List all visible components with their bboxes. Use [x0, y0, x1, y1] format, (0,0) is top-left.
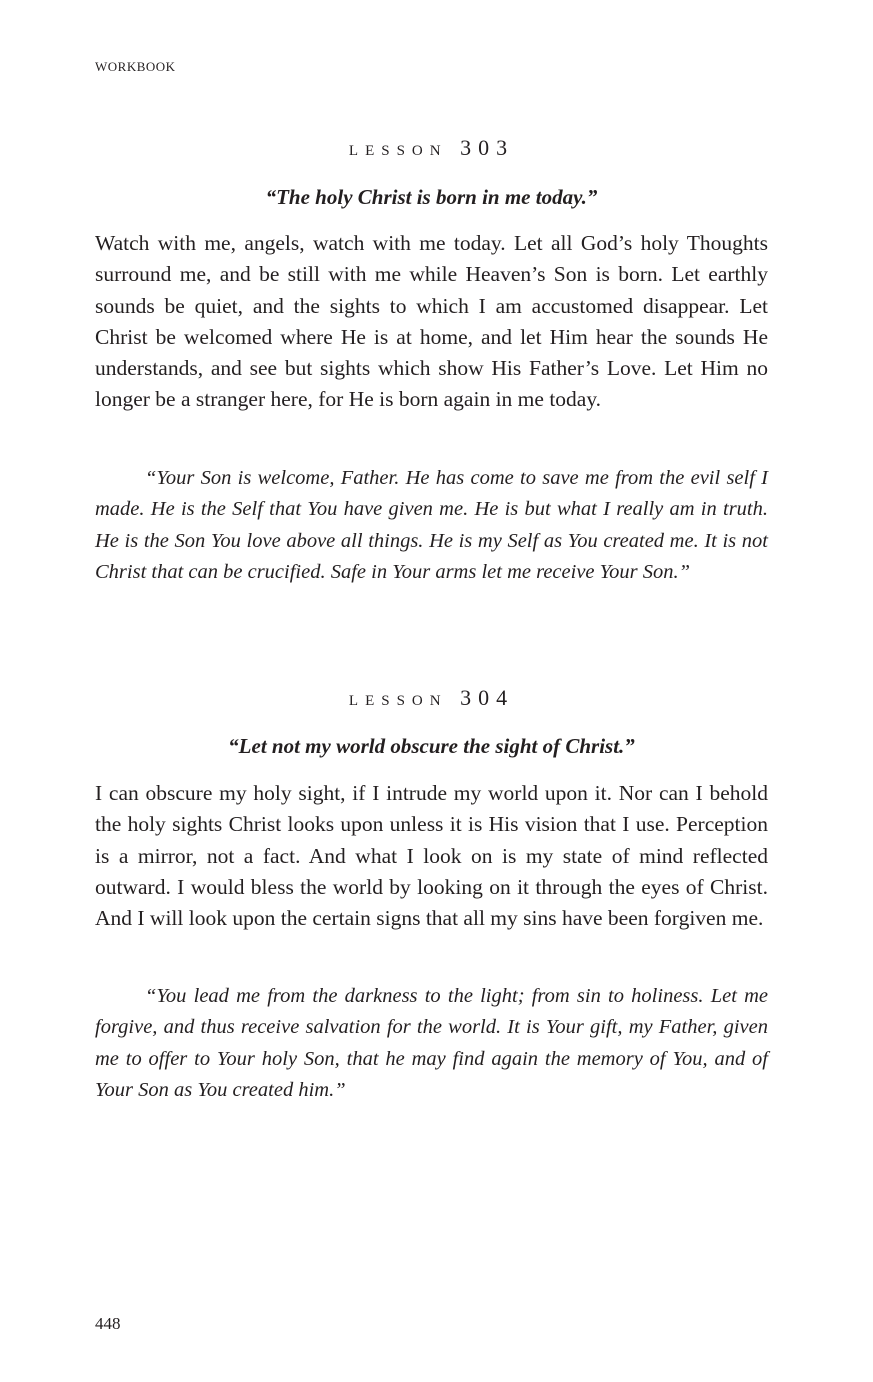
lesson-303-body: Watch with me, angels, watch with me today. Let all God’s holy Thoughts surround me, and be still with me while Heaven’s Son is born. Let earthly sounds be quiet, and the sights to which I am accustomed disappear. Let Christ be welcomed where He is at home, and let Him hear the sounds He understands, and see but sights which show His Father’s Love. Let Him no longer be a stranger here, for He is born again in me today.	[95, 231, 768, 412]
lesson-303-title: “The holy Christ is born in me today.”	[265, 185, 598, 209]
page-number: 448	[95, 1314, 121, 1333]
running-head: workbook	[95, 55, 176, 76]
lesson-303-heading: lesson 303	[348, 135, 515, 160]
lesson-304-body: I can obscure my holy sight, if I intrude my world upon it. Nor can I behold the holy sights Christ looks upon unless it is His vision that I use. Perception is a mirror, not a fact. And what I look on is my state of mind reflected outward. I would bless the world by looking on it through the eyes of Christ. And I will look upon the certain signs that all my sins have been forgiven me.	[95, 781, 768, 931]
lesson-304-prayer: “You lead me from the darkness to the light; from sin to holiness. Let me forgive, and thus receive salvation for the world. It is Your gift, my Father, given me to offer to Your holy Son, that he may find again the memory of You, and of Your Son as You created him.”	[95, 985, 768, 1101]
lesson-304-title: “Let not my world obscure the sight of Christ.”	[228, 734, 635, 758]
lesson-303-prayer: “Your Son is welcome, Father. He has come to save me from the evil self I made. He is the Self that You have given me. He is but what I really am in truth. He is the Son You love above all things. He is my Self as You created me. It is not Christ that can be crucified. Safe in Your arms let me receive Your Son.”	[95, 467, 768, 583]
lesson-304-heading: lesson 304	[348, 685, 515, 710]
